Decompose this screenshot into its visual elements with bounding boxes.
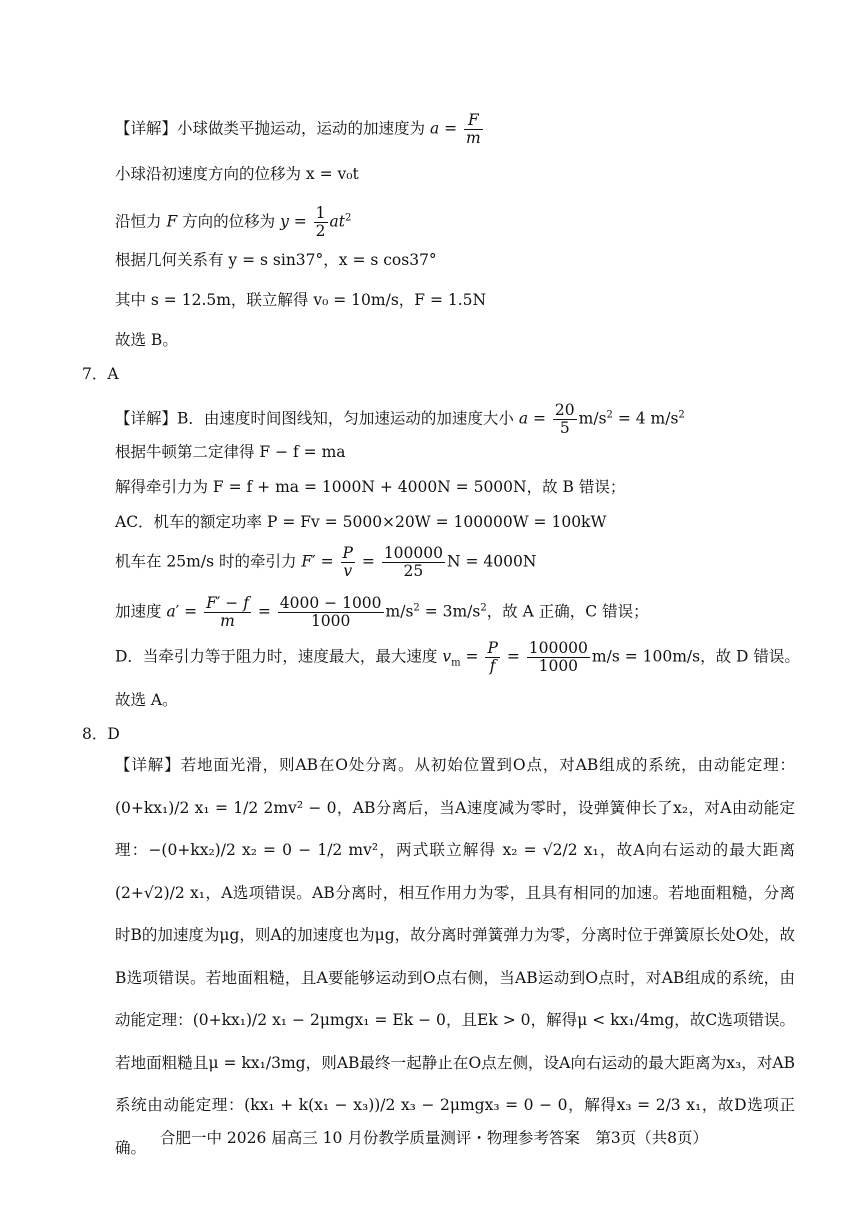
q6-line-6: 故选 B。 bbox=[115, 331, 178, 349]
q6-line-4: 根据几何关系有 y = s sin37°，x = s cos37° bbox=[115, 251, 437, 269]
q7-number: 7．A bbox=[82, 365, 119, 383]
page-footer: 合肥一中 2026 届高三 10 月份教学质量测评・物理参考答案 第3页（共8页） bbox=[159, 1129, 709, 1147]
q6-line-1: 【详解】小球做类平抛运动，运动的加速度为 a = $\frac{F}{m}$ bbox=[115, 111, 481, 148]
q7-line-3: 解得牵引力为 F = f + ma = 1000N + 4000N = 5000N，故 B 错误； bbox=[115, 478, 626, 496]
q7-line-7: D．当牵引力等于阻力时，速度最大，最大速度 $v_m$ = $\frac{P}{f}$ = $\frac{100000}{1000}$ m/s = 100m/s，故 D 错误。 bbox=[115, 639, 800, 676]
q6-line-2: 小球沿初速度方向的位移为 x = v₀t bbox=[115, 165, 359, 183]
q7-line-2: 根据牛顿第二定律得 F − f = ma bbox=[115, 443, 346, 461]
q8-detail-paragraph: 【详解】若地面光滑，则AB在O处分离。从初始位置到O点，对AB组成的系统，由动能定理：(0+kx₁)/2 x₁ = 1/2 2mv² − 0，AB分离后，当A速度减为零时，设弹簧伸长了x₂，对A由动能定理：−(0+kx₂)/2 x₂ = 0 − 1/2 mv²，两式联立解得 x₂ = √2/2 x₁，故A向右运动的最大距离 (2+√2)/2 x₁，A选项错误。AB分离时，相互作用力为零，且具有相同的加速。若地面粗糙，分离时B的加速度为μg，则A的加速度也为μg，故分离时弹簧弹力为零，分离时位于弹簧原长处O处，故B选项错误。若地面粗糙，且A要能够运动到O点右侧，当AB运动到O点时，对AB组成的系统，由动能定理：(0+kx₁)/2 x₁ − 2μmgx₁ = Ek − 0，且Ek > 0，解得μ < kx₁/4mg，故C选项错误。若地面粗糙且μ = kx₁/3mg，则AB最终一起静止在O点左侧，设A向右运动的最大距离为x₃，对AB系统由动能定理：(kx₁ + k(x₁ − x₃))/2 x₃ − 2μmgx₃ = 0 − 0，解得x₃ = 2/3 x₁，故D选项正确。 bbox=[115, 756, 795, 1157]
q6-line-3: 沿恒力 F 方向的位移为 y = $\frac{1}{2}$ $at^2$ bbox=[115, 204, 352, 241]
q8-number: 8．D bbox=[82, 725, 120, 743]
q7-line-4: AC．机车的额定功率 P = Fv = 5000×20W = 100000W = 100kW bbox=[115, 513, 607, 531]
q7-line-6: 加速度 a′ = $\frac{F' - f}{m}$ = $\frac{4000 - 1000}{1000}$ $m/s^2 = 3m/s^2$，故 A 正确，C 错误； bbox=[115, 594, 649, 631]
q7-line-1: 【详解】B．由速度时间图线知，匀加速运动的加速度大小 a = $\frac{20}{5}$ $m/s^2 = 4$ $m/s^2$ bbox=[115, 401, 685, 438]
q7-line-5: 机车在 25m/s 时的牵引力 F′ = $\frac{P}{v}$ = $\frac{100000}{25}$ N = 4000N bbox=[115, 544, 537, 581]
q6-line-5: 其中 s = 12.5m，联立解得 v₀ = 10m/s，F = 1.5N bbox=[115, 291, 487, 309]
q7-line-8: 故选 A。 bbox=[115, 691, 178, 709]
